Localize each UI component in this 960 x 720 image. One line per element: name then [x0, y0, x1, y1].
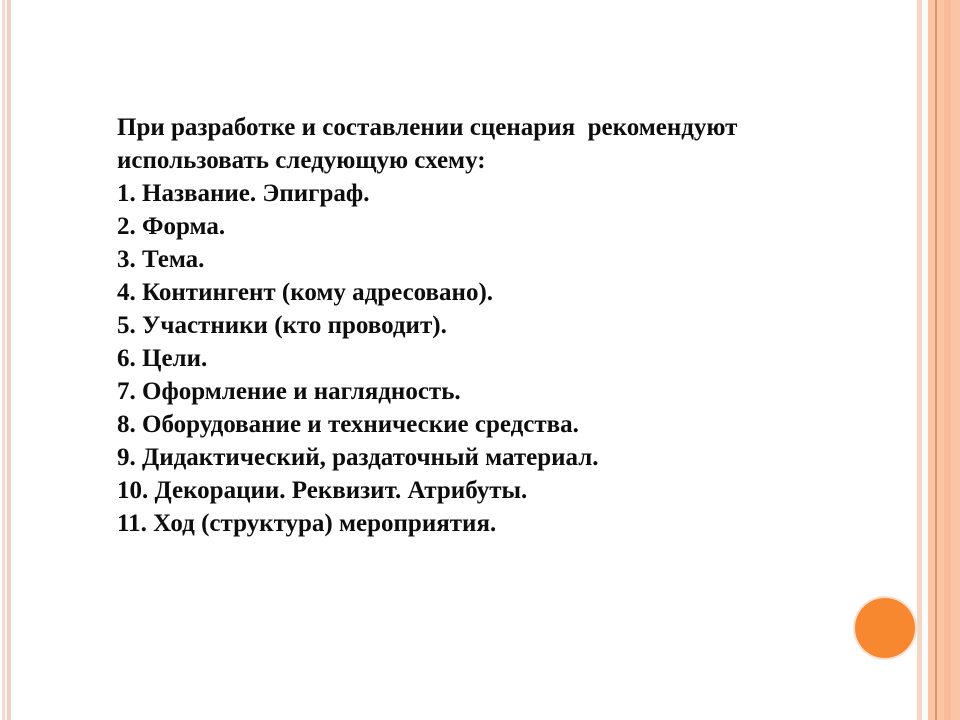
- list-item: 6. Цели.: [117, 345, 208, 372]
- list-item: 10. Декорации. Реквизит. Атрибуты.: [117, 477, 528, 504]
- list-item: 7. Оформление и наглядность.: [117, 378, 461, 405]
- list-item: 1. Название. Эпиграф.: [117, 180, 370, 207]
- list-item: 2. Форма.: [117, 213, 226, 240]
- slide-heading: [117, 111, 807, 177]
- right-border-stripes: [914, 0, 960, 720]
- list-item: 9. Дидактический, раздаточный материал.: [117, 444, 599, 471]
- heading-line-2: использовать следующую схему:: [117, 147, 486, 174]
- slide-body: [117, 111, 807, 540]
- list-item: 4. Контингент (кому адресовано).: [117, 279, 494, 306]
- list-item: 11. Ход (структура) мероприятия.: [117, 510, 497, 537]
- orange-circle-decoration: [855, 598, 915, 658]
- heading-line-1: При разработке и составлении сценария рекомендуют: [117, 114, 738, 141]
- left-border-stripes: [0, 0, 12, 720]
- list-item: 8. Оборудование и технические средства.: [117, 411, 579, 438]
- list-item: 3. Тема.: [117, 246, 205, 273]
- scheme-list: [117, 177, 807, 540]
- list-item: 5. Участники (кто проводит).: [117, 312, 447, 339]
